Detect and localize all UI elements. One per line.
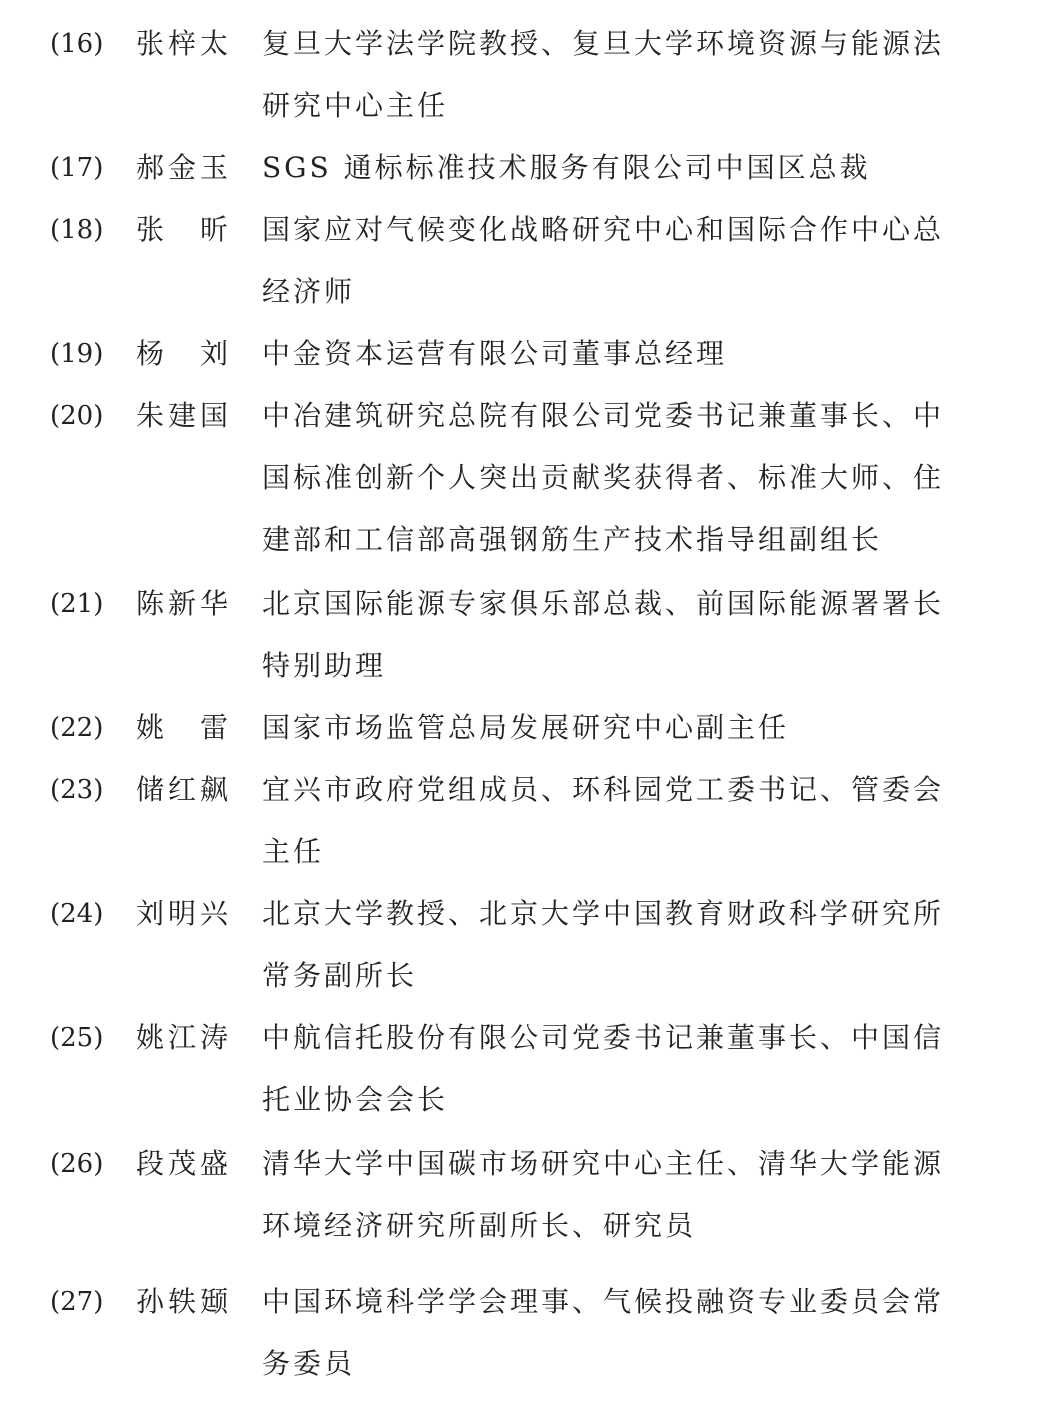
person-title: SGS 通标标准技术服务有限公司中国区总裁 <box>262 151 871 184</box>
person-title: 北京国际能源专家俱乐部总裁、前国际能源署署长特别助理 <box>262 587 945 682</box>
person-title: 中国环境科学学会理事、气候投融资专业委员会常务委员 <box>262 1285 945 1380</box>
person-title: 中航信托股份有限公司党委书记兼董事长、中国信托业协会会长 <box>262 1021 945 1116</box>
person-name: 杨刘 <box>136 337 228 370</box>
item-number: (25) <box>50 1023 104 1053</box>
person-title: 复旦大学法学院教授、复旦大学环境资源与能源法研究中心主任 <box>262 27 945 122</box>
person-name: 张梓太 <box>136 27 228 60</box>
item-number: (21) <box>50 589 104 619</box>
person-name: 段茂盛 <box>136 1147 228 1180</box>
item-number: (27) <box>50 1287 104 1317</box>
item-number: (24) <box>50 899 104 929</box>
person-name: 陈新华 <box>136 587 228 620</box>
person-name: 张昕 <box>136 213 228 246</box>
item-number: (22) <box>50 713 104 743</box>
item-number: (17) <box>50 153 104 183</box>
person-name: 郝金玉 <box>136 151 228 184</box>
person-title: 清华大学中国碳市场研究中心主任、清华大学能源环境经济研究所副所长、研究员 <box>262 1147 945 1242</box>
item-number: (20) <box>50 401 104 431</box>
person-name: 刘明兴 <box>136 897 228 930</box>
person-title: 宜兴市政府党组成员、环科园党工委书记、管委会主任 <box>262 773 945 868</box>
person-name: 朱建国 <box>136 399 228 432</box>
item-number: (23) <box>50 775 104 805</box>
person-name: 姚雷 <box>136 711 228 744</box>
person-name: 孙轶颋 <box>136 1285 228 1318</box>
item-number: (19) <box>50 339 104 369</box>
person-name: 储红飙 <box>136 773 228 806</box>
person-title: 中冶建筑研究总院有限公司党委书记兼董事长、中国标准创新个人突出贡献奖获得者、标准大师、住建部和工信部高强钢筋生产技术指导组副组长 <box>262 399 945 556</box>
person-title: 中金资本运营有限公司董事总经理 <box>262 337 728 370</box>
item-number: (26) <box>50 1149 104 1179</box>
person-title: 北京大学教授、北京大学中国教育财政科学研究所常务副所长 <box>262 897 945 992</box>
person-name: 姚江涛 <box>136 1021 228 1054</box>
person-title: 国家市场监管总局发展研究中心副主任 <box>262 711 790 744</box>
item-number: (16) <box>50 29 104 59</box>
item-number: (18) <box>50 215 104 245</box>
person-title: 国家应对气候变化战略研究中心和国际合作中心总经济师 <box>262 213 945 308</box>
